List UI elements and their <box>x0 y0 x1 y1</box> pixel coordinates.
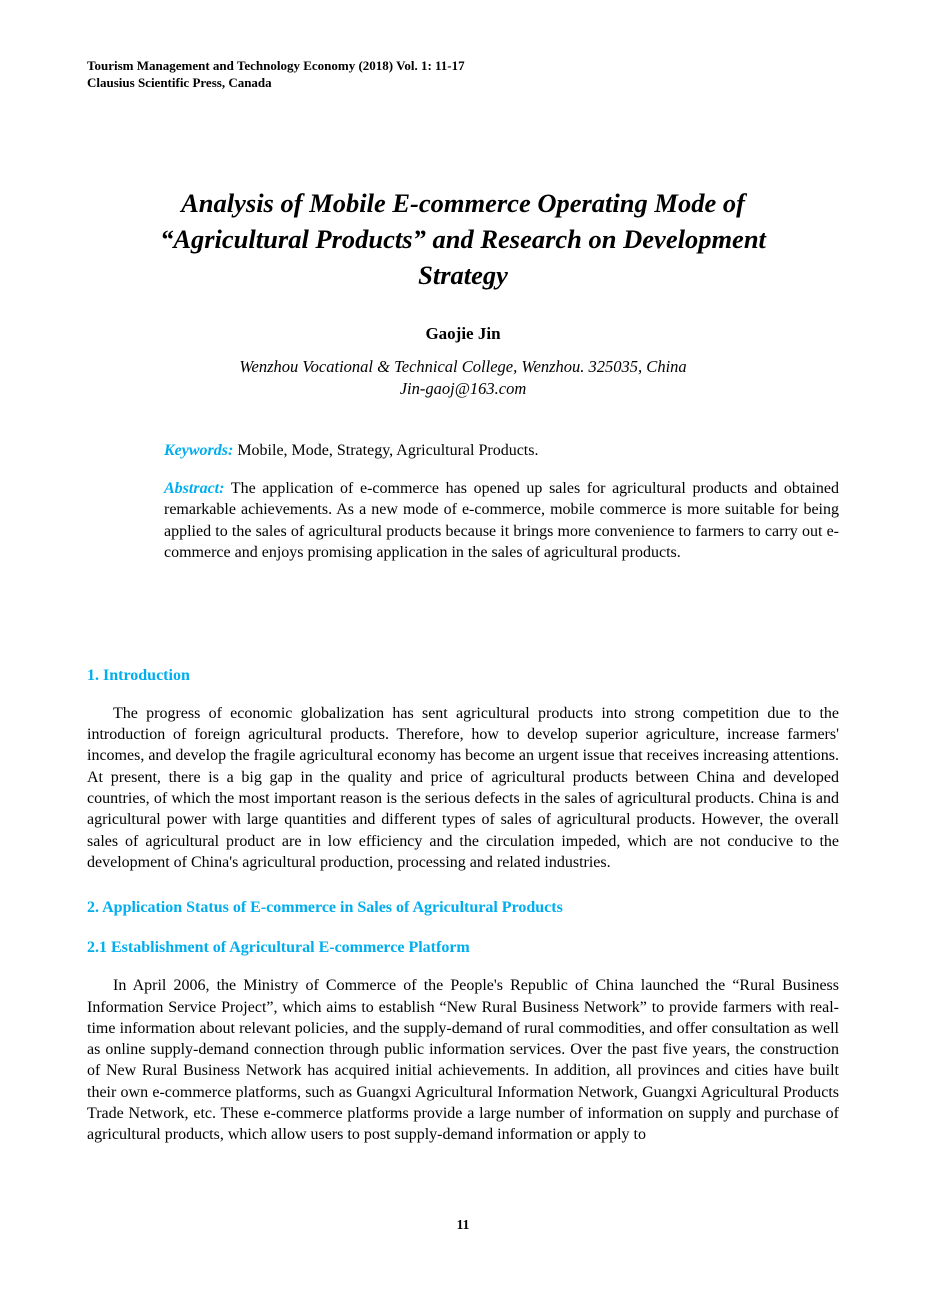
abstract-paragraph <box>164 478 839 564</box>
page-number: 11 <box>456 1217 470 1232</box>
paper-title-line-2: “Agricultural Products” and Research on Development <box>160 224 766 254</box>
paper-title-line-1: Analysis of Mobile E-commerce Operating Mode of <box>181 188 745 218</box>
journal-publisher: Clausius Scientific Press, Canada <box>87 75 272 90</box>
journal-citation: Tourism Management and Technology Economy (2018) Vol. 1: 11-17 <box>87 58 465 73</box>
paper-title-line-3: Strategy <box>418 260 508 290</box>
abstract-text: The application of e-commerce has opened up sales for agricultural products and obtained remarkable achievements. As a new mode of e-commerce, mobile commerce is more suitable for being applied to the sales of agricultural products because it brings more convenience to farmers to carry out e-commerce and enjoys promising application in the sales of agricultural products. <box>164 479 839 562</box>
author-name: Gaojie Jin <box>425 324 501 343</box>
section-2-1-paragraph: In April 2006, the Ministry of Commerce of the People's Republic of China launched the “Rural Business Information Service Project”, which aims to establish “New Rural Business Network” to provide farmers with real-time information about relevant policies, and the supply-demand of rural commodities, and offer consultation as well as online supply-demand connection through public information services. Over the past five years, the construction of New Rural Business Network has acquired initial achievements. In addition, all provinces and cities have built their own e-commerce platforms, such as Guangxi Agricultural Information Network, Guangxi Agricultural Products Trade Network, etc. These e-commerce platforms provide a large number of information on supply and purchase of agricultural products, which allow users to post supply-demand information or apply to <box>87 977 839 1144</box>
paper-title <box>91 185 835 293</box>
journal-header <box>87 57 839 91</box>
author-email: Jin-gaoj@163.com <box>399 379 527 398</box>
section-2-1-heading: 2.1 Establishment of Agricultural E-commerce Platform <box>87 939 470 957</box>
author-affiliation: Wenzhou Vocational & Technical College, Wenzhou. 325035, China <box>239 357 687 376</box>
section-1-heading: 1. Introduction <box>87 666 190 684</box>
keywords-label: Keywords: <box>164 442 234 459</box>
keywords-line <box>164 440 839 462</box>
section-1-paragraph: The progress of economic globalization has sent agricultural products into strong competition due to the introduction of foreign agricultural products. Therefore, how to develop superior agriculture, increase farmers' incomes, and develop the fragile agricultural economy has become an urgent issue that receives increasing attentions. At present, there is a big gap in the quality and price of agricultural products between China and developed countries, of which the most important reason is the serious defects in the sales of agricultural products. China is and agricultural power with large quantities and different types of sales of agricultural products. However, the overall sales of agricultural product are in low efficiency and the circulation impeded, which are not conducive to the development of China's agricultural production, processing and related industries. <box>87 704 839 871</box>
abstract-label: Abstract: <box>164 479 225 497</box>
keywords-text: Mobile, Mode, Strategy, Agricultural Products. <box>237 442 539 459</box>
section-2-heading: 2. Application Status of E-commerce in Sales of Agricultural Products <box>87 899 563 917</box>
